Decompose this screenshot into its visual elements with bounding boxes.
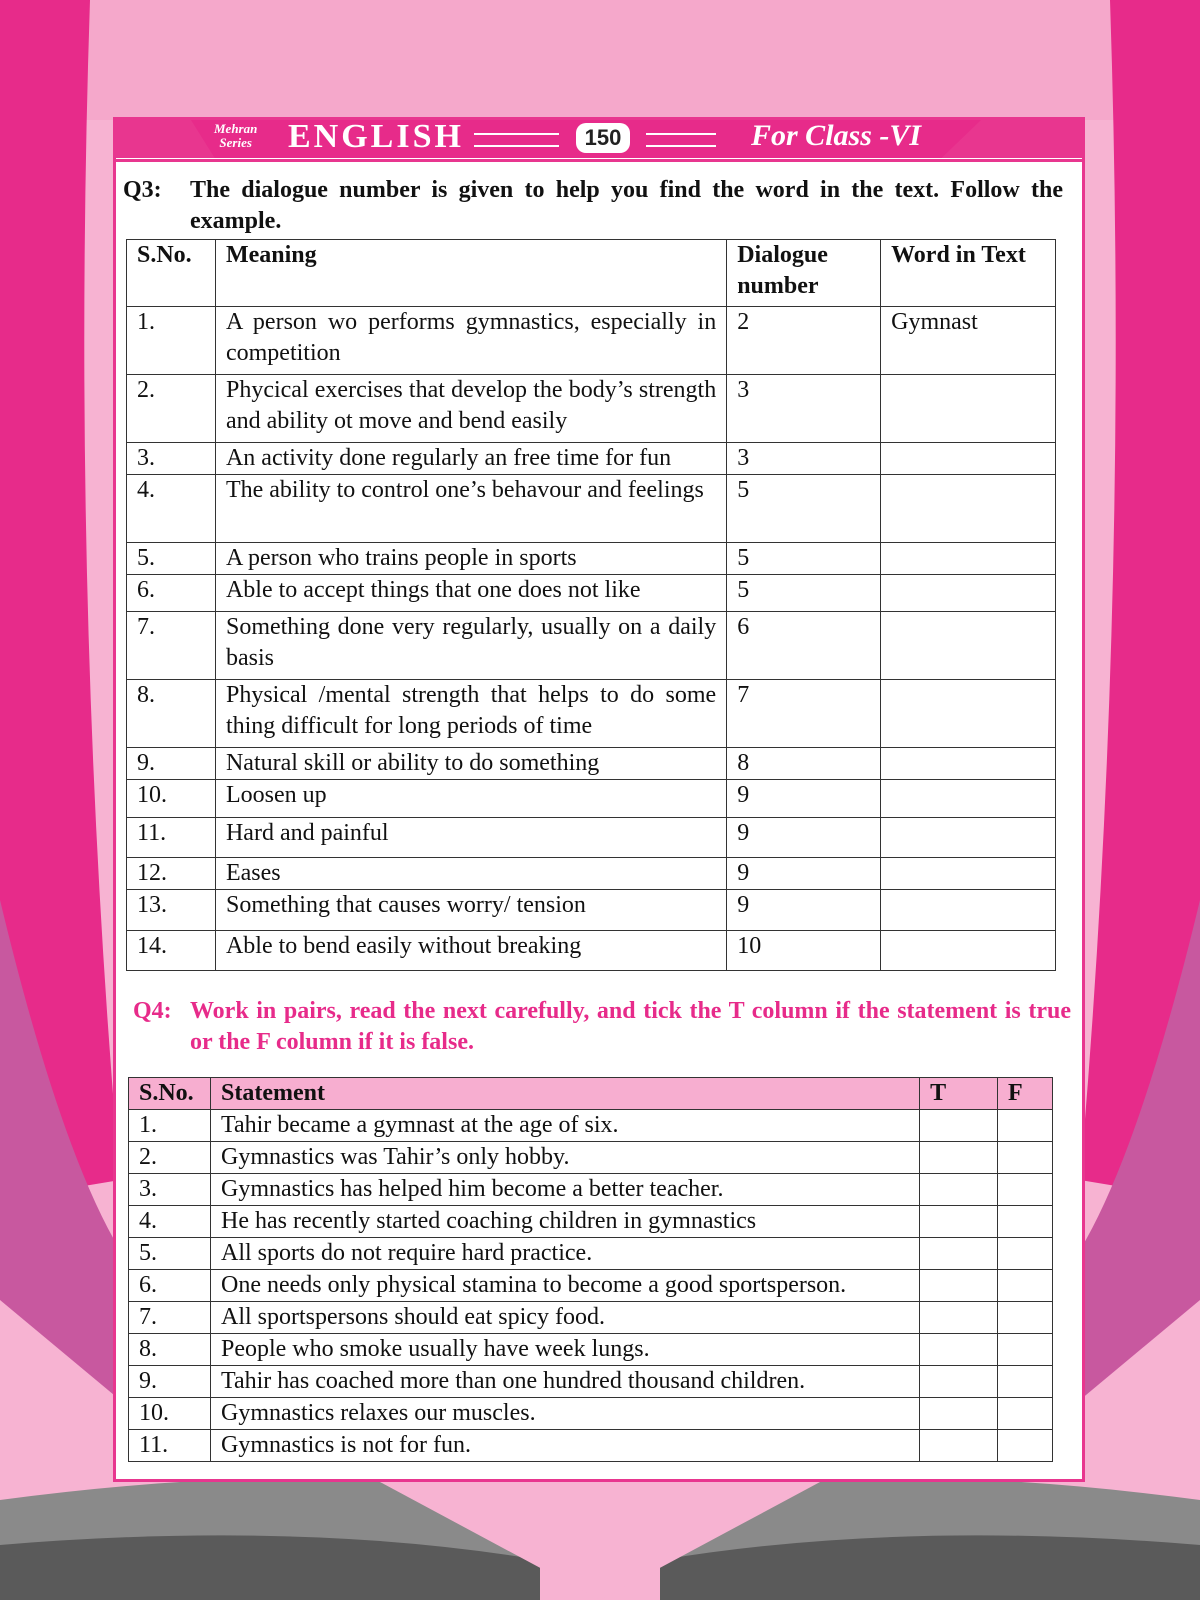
word-cell[interactable] xyxy=(881,475,1056,543)
sno-cell: 10. xyxy=(129,1398,211,1430)
brand-line1: Mehran xyxy=(214,121,258,136)
sno-cell: 5. xyxy=(127,543,216,575)
q3-col-sno: S.No. xyxy=(127,240,216,307)
sno-cell: 6. xyxy=(127,575,216,612)
false-tick-cell[interactable] xyxy=(998,1334,1053,1366)
q4-instruction: Work in pairs, read the next carefully, and tick the T column if the statement is true or the F column if it is false. xyxy=(190,998,1071,1055)
table-row xyxy=(127,543,1056,575)
statement-cell: Gymnastics relaxes our muscles. xyxy=(210,1398,919,1430)
table-row xyxy=(129,1270,1053,1302)
sno-cell: 6. xyxy=(129,1270,211,1302)
table-row xyxy=(129,1302,1053,1334)
meaning-cell: Natural skill or ability to do something xyxy=(215,748,726,780)
dialogue-cell: 9 xyxy=(727,890,881,931)
false-tick-cell[interactable] xyxy=(998,1270,1053,1302)
true-tick-cell[interactable] xyxy=(920,1142,998,1174)
meaning-cell: Able to accept things that one does not like xyxy=(215,575,726,612)
true-tick-cell[interactable] xyxy=(920,1174,998,1206)
q4-table xyxy=(128,1077,1053,1462)
sno-cell: 11. xyxy=(127,818,216,858)
table-row xyxy=(127,612,1056,680)
table-row xyxy=(127,780,1056,818)
true-tick-cell[interactable] xyxy=(920,1366,998,1398)
sno-cell: 8. xyxy=(129,1334,211,1366)
dialogue-cell: 9 xyxy=(727,780,881,818)
table-row xyxy=(127,375,1056,443)
decor-lines-right xyxy=(646,133,716,147)
meaning-cell: Something done very regularly, usually on a daily basis xyxy=(215,612,726,680)
statement-cell: All sportspersons should eat spicy food. xyxy=(210,1302,919,1334)
word-cell[interactable] xyxy=(881,575,1056,612)
brand-logo xyxy=(214,122,257,150)
false-tick-cell[interactable] xyxy=(998,1142,1053,1174)
true-tick-cell[interactable] xyxy=(920,1398,998,1430)
table-row xyxy=(127,931,1056,971)
word-cell[interactable] xyxy=(881,543,1056,575)
q3-header-row xyxy=(127,240,1056,307)
table-row xyxy=(129,1174,1053,1206)
false-tick-cell[interactable] xyxy=(998,1302,1053,1334)
table-row xyxy=(129,1430,1053,1462)
table-row xyxy=(127,475,1056,543)
word-cell[interactable] xyxy=(881,612,1056,680)
sno-cell: 3. xyxy=(127,443,216,475)
sno-cell: 1. xyxy=(129,1110,211,1142)
sno-cell: 14. xyxy=(127,931,216,971)
statement-cell: Gymnastics is not for fun. xyxy=(210,1430,919,1462)
sno-cell: 7. xyxy=(127,612,216,680)
header-banner xyxy=(116,120,1082,158)
sno-cell: 13. xyxy=(127,890,216,931)
word-cell[interactable] xyxy=(881,780,1056,818)
table-row xyxy=(127,443,1056,475)
sno-cell: 12. xyxy=(127,858,216,890)
q4-col-statement: Statement xyxy=(210,1078,919,1110)
table-row xyxy=(127,307,1056,375)
sno-cell: 3. xyxy=(129,1174,211,1206)
word-cell[interactable] xyxy=(881,443,1056,475)
statement-cell: He has recently started coaching children in gymnastics xyxy=(210,1206,919,1238)
table-row xyxy=(129,1238,1053,1270)
false-tick-cell[interactable] xyxy=(998,1430,1053,1462)
q3-heading xyxy=(123,175,1071,239)
page-number: 150 xyxy=(576,123,630,153)
false-tick-cell[interactable] xyxy=(998,1366,1053,1398)
table-row xyxy=(129,1366,1053,1398)
meaning-cell: A person wo performs gymnastics, especially in competition xyxy=(215,307,726,375)
class-label: For Class -VI xyxy=(751,119,922,152)
word-cell[interactable] xyxy=(881,931,1056,971)
true-tick-cell[interactable] xyxy=(920,1302,998,1334)
sno-cell: 2. xyxy=(127,375,216,443)
word-cell[interactable] xyxy=(881,375,1056,443)
dialogue-cell: 9 xyxy=(727,858,881,890)
dialogue-cell: 3 xyxy=(727,443,881,475)
dialogue-cell: 9 xyxy=(727,818,881,858)
meaning-cell: Hard and painful xyxy=(215,818,726,858)
table-row xyxy=(127,858,1056,890)
true-tick-cell[interactable] xyxy=(920,1206,998,1238)
q3-instruction: The dialogue number is given to help you find the word in the text. Follow the example. xyxy=(190,177,1063,234)
meaning-cell: The ability to control one’s behavour and feelings xyxy=(215,475,726,543)
meaning-cell: Phycical exercises that develop the body’s strength and ability ot move and bend easily xyxy=(215,375,726,443)
word-cell[interactable] xyxy=(881,858,1056,890)
meaning-cell: Physical /mental strength that helps to do some thing difficult for long periods of time xyxy=(215,680,726,748)
sno-cell: 10. xyxy=(127,780,216,818)
true-tick-cell[interactable] xyxy=(920,1334,998,1366)
sno-cell: 1. xyxy=(127,307,216,375)
dialogue-cell: 6 xyxy=(727,612,881,680)
sno-cell: 4. xyxy=(127,475,216,543)
table-row xyxy=(129,1334,1053,1366)
meaning-cell: Loosen up xyxy=(215,780,726,818)
true-tick-cell[interactable] xyxy=(920,1110,998,1142)
statement-cell: People who smoke usually have week lungs. xyxy=(210,1334,919,1366)
dialogue-cell: 8 xyxy=(727,748,881,780)
statement-cell: Gymnastics was Tahir’s only hobby. xyxy=(210,1142,919,1174)
table-row xyxy=(129,1398,1053,1430)
meaning-cell: An activity done regularly an free time for fun xyxy=(215,443,726,475)
sno-cell: 11. xyxy=(129,1430,211,1462)
q3-label: Q3: xyxy=(123,177,162,203)
word-cell[interactable] xyxy=(881,818,1056,858)
table-row xyxy=(127,890,1056,931)
dialogue-cell: 5 xyxy=(727,475,881,543)
q4-header-row xyxy=(129,1078,1053,1110)
false-tick-cell[interactable] xyxy=(998,1398,1053,1430)
q3-table xyxy=(126,239,1056,971)
true-tick-cell[interactable] xyxy=(920,1238,998,1270)
statement-cell: All sports do not require hard practice. xyxy=(210,1238,919,1270)
q4-col-true: T xyxy=(920,1078,998,1110)
q4-heading xyxy=(133,996,1071,1060)
sno-cell: 2. xyxy=(129,1142,211,1174)
q3-col-dialogue: Dialogue number xyxy=(727,240,881,307)
q3-col-word: Word in Text xyxy=(881,240,1056,307)
sno-cell: 5. xyxy=(129,1238,211,1270)
sno-cell: 4. xyxy=(129,1206,211,1238)
word-cell[interactable] xyxy=(881,890,1056,931)
meaning-cell: A person who trains people in sports xyxy=(215,543,726,575)
sno-cell: 9. xyxy=(127,748,216,780)
decor-lines-left xyxy=(474,133,559,147)
dialogue-cell: 10 xyxy=(727,931,881,971)
brand-line2: Series xyxy=(219,135,252,150)
sno-cell: 7. xyxy=(129,1302,211,1334)
table-row xyxy=(129,1142,1053,1174)
table-row xyxy=(129,1110,1053,1142)
dialogue-cell: 5 xyxy=(727,575,881,612)
table-row xyxy=(127,680,1056,748)
meaning-cell: Able to bend easily without breaking xyxy=(215,931,726,971)
true-tick-cell[interactable] xyxy=(920,1270,998,1302)
table-row xyxy=(127,818,1056,858)
statement-cell: Gymnastics has helped him become a better teacher. xyxy=(210,1174,919,1206)
subject-title: ENGLISH xyxy=(288,118,464,155)
dialogue-cell: 3 xyxy=(727,375,881,443)
meaning-cell: Something that causes worry/ tension xyxy=(215,890,726,931)
statement-cell: Tahir has coached more than one hundred thousand children. xyxy=(210,1366,919,1398)
dialogue-cell: 2 xyxy=(727,307,881,375)
false-tick-cell[interactable] xyxy=(998,1174,1053,1206)
word-cell[interactable] xyxy=(881,680,1056,748)
table-row xyxy=(127,575,1056,612)
false-tick-cell[interactable] xyxy=(998,1206,1053,1238)
table-row xyxy=(127,748,1056,780)
worksheet-page xyxy=(113,117,1085,1482)
true-tick-cell[interactable] xyxy=(920,1430,998,1462)
q4-label: Q4: xyxy=(133,998,172,1024)
false-tick-cell[interactable] xyxy=(998,1110,1053,1142)
false-tick-cell[interactable] xyxy=(998,1238,1053,1270)
q4-col-false: F xyxy=(998,1078,1053,1110)
sno-cell: 8. xyxy=(127,680,216,748)
q4-col-sno: S.No. xyxy=(129,1078,211,1110)
header-rule xyxy=(116,159,1082,162)
dialogue-cell: 5 xyxy=(727,543,881,575)
meaning-cell: Eases xyxy=(215,858,726,890)
table-row xyxy=(129,1206,1053,1238)
word-cell[interactable]: Gymnast xyxy=(881,307,1056,375)
statement-cell: Tahir became a gymnast at the age of six. xyxy=(210,1110,919,1142)
sno-cell: 9. xyxy=(129,1366,211,1398)
q3-col-meaning: Meaning xyxy=(215,240,726,307)
statement-cell: One needs only physical stamina to become a good sportsperson. xyxy=(210,1270,919,1302)
dialogue-cell: 7 xyxy=(727,680,881,748)
word-cell[interactable] xyxy=(881,748,1056,780)
